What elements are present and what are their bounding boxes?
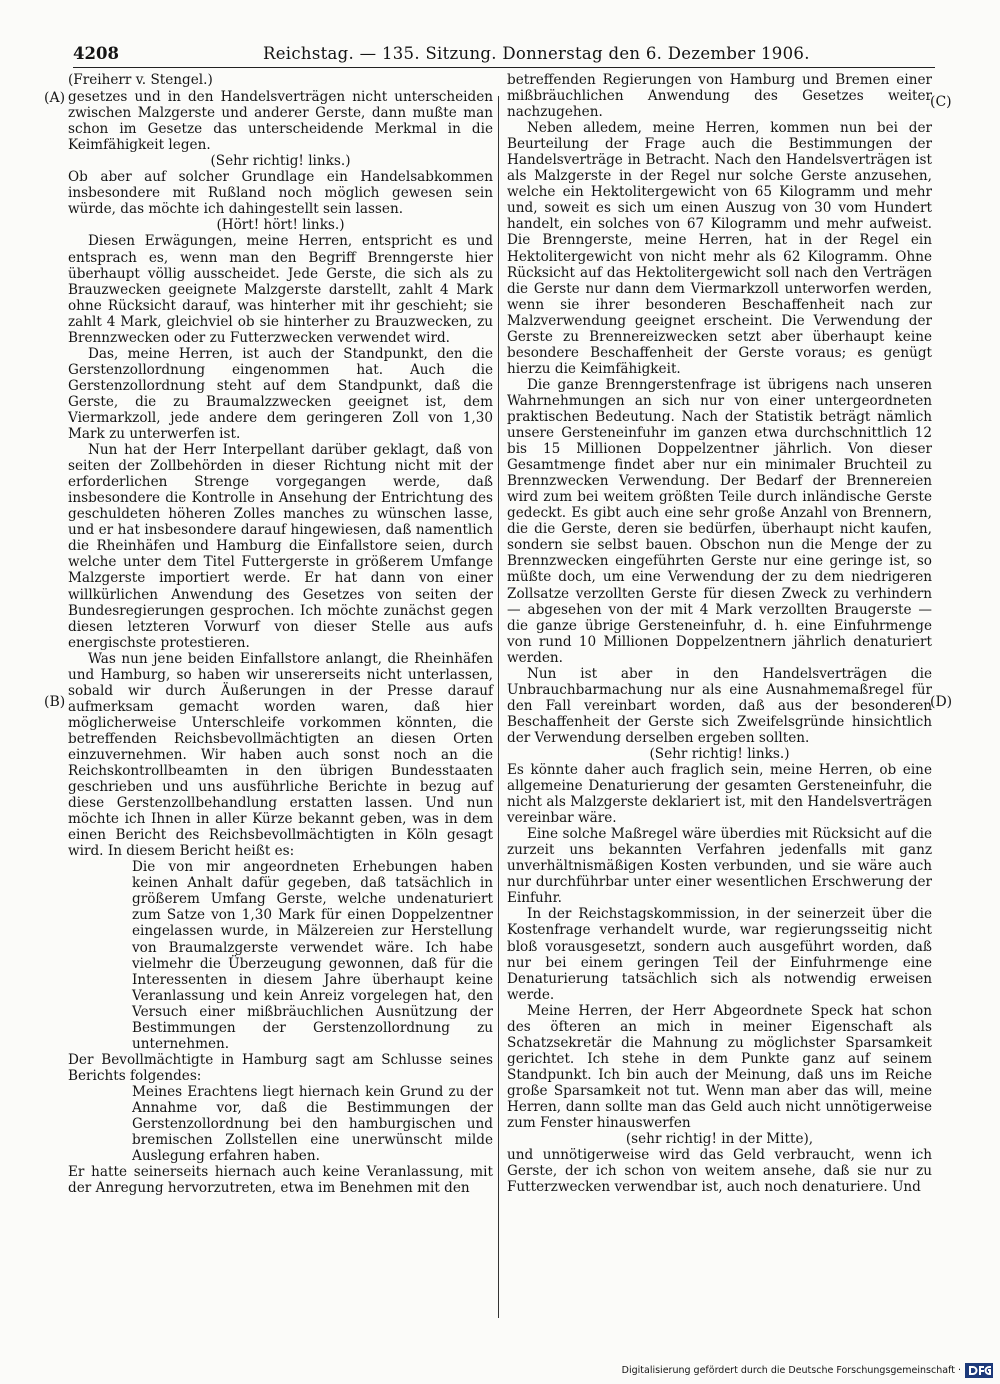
header-rule (73, 67, 935, 68)
paragraph: Es könnte daher auch fraglich sein, meine Herren, ob eine allgemeine Denaturierung der gesamten Gersteneinfuhr, die nicht als Malzgerste deklariert ist, mit den Handelsverträgen vereinbar wäre. (507, 762, 932, 827)
block-quote: Meines Erachtens liegt hiernach kein Grund zu der Annahme vor, daß die Bestimmungen der Gerstenzollordnung bei den hamburgischen und bremischen Zollstellen eine unerwünscht milde Auslegung erfahren haben. (132, 1083, 493, 1165)
page-number: 4208 (73, 44, 119, 63)
paragraph: Ob aber auf solcher Grundlage ein Handelsabkommen insbesondere mit Rußland noch möglich gewesen sein würde, das möchte ich dahingestellt sein lassen. (68, 169, 493, 218)
paragraph: Die ganze Brenngerstenfrage ist übrigens nach unseren Wahrnehmungen an sich nur von einer untergeordneten praktischen Bedeutung. Nach der Statistik beträgt nämlich unsere Gersteneinfuhr im ganzen etwa durchschnittlich 12 bis 15 Millionen Doppelzentner jährlich. Von dieser Gesamtmenge findet aber nur ein minimaler Bruchteil zu Brennzwecken Verwendung. Der Bedarf der Brennereien wird zum bei weitem größten Teile durch inländische Gerste gedeckt. Es gibt auch eine sehr große Anzahl von Brennern, die die Gerste, deren sie bedürfen, überhaupt nicht kaufen, sondern sie selbst bauen. Obschon nun die Menge der zu Brennzwecken eingeführten Gerste nur eine geringe ist, so müßte doch, um eine Verwendung der zu dem niedrigeren Zollsatze verzollten Gerste für diesen Zweck zu verhindern — abgesehen von der mit 4 Mark verzollten Braugerste — die ganze übrige Gersteneinfuhr, d. h. eine Einfuhrmenge von rund 10 Millionen Doppelzentnern jährlich denaturiert werden. (507, 376, 932, 666)
speaker-label: (Freiherr v. Stengel.) (68, 72, 213, 88)
paragraph: Das, meine Herren, ist auch der Standpunkt, den die Gerstenzollordnung eingenommen hat. Auch die Gerstenzollordnung steht auf dem Standpunkt, daß die Gerste, die zu Braumalzzwecken geeignet ist, dem Viermarkzoll, jede andere dem geringeren Zoll von 1,30 Mark zu unterwerfen ist. (68, 345, 493, 443)
digitization-footer (610, 1363, 995, 1381)
running-title: Reichstag. — 135. Sitzung. Donnerstag den 6. Dezember 1906. (263, 44, 810, 63)
paragraph: Nun ist aber in den Handelsverträgen die Unbrauchbarmachung nur als eine Ausnahmemaßregel für den Fall vereinbart worden, daß aus der besonderen Beschaffenheit der Gerste sich Zweifelsgründe hinsichtlich der Verwendung derselben ergeben sollten. (507, 665, 932, 746)
paragraph: Neben alledem, meine Herren, kommen nun bei der Beurteilung der Frage auch die Bestimmungen der Handelsverträge in Betracht. Nach den Handelsverträgen ist als Malzgerste in der Regel nur solche Gerste anzusehen, welche ein Hektolitergewicht von 65 Kilogramm und mehr und, soweit es sich um einen Auszug von 30 vom Hundert handelt, ein solches von 67 Kilogramm und mehr aufweist. Die Brenngerste, meine Herren, hat in der Regel ein Hektolitergewicht von nicht mehr als 62 Kilogramm. Ohne Rücksicht auf das Hektolitergewicht soll nach den Verträgen die Gerste nur dann dem Viermarkzoll unterworfen werden, wenn sie ihrer besonderen Beschaffenheit nach zur Malzverwendung geeignet erscheint. Die Verwendung der Gerste zu Brennereizwecken setzt aber überhaupt keine besondere Beschaffenheit der Gerste voraus; es genügt hierzu die Keimfähigkeit. (507, 120, 932, 377)
left-column (68, 72, 493, 1196)
margin-marker-a: (A) (44, 90, 66, 106)
paragraph: In der Reichstagskommission, in der seinerzeit über die Kostenfrage verhandelt wurde, war regierungsseitig nicht bloß vorausgesetzt, sondern auch ausgeführt worden, daß nur bei einem geringen Teil der Einfuhrmenge eine Denaturierung tatsächlich sich als notwendig erweisen werde. (507, 906, 932, 1003)
dfg-logo (965, 1363, 993, 1378)
paragraph: Er hatte seinerseits hiernach auch keine Veranlassung, mit der Anregung hervorzutreten, etwa im Benehmen mit den (68, 1164, 493, 1197)
interjection: (Sehr richtig! links.) (210, 153, 351, 170)
interjection: (Hört! hört! links.) (216, 217, 345, 234)
paragraph: Eine solche Maßregel wäre überdies mit Rücksicht auf die zurzeit uns bekannten Verfahren jedenfalls mit ganz unverhältnismäßigen Kosten verbunden, und sie wäre auch nur durchführbar unter einer wesentlichen Erschwerung der Einfuhr. (507, 826, 932, 907)
paragraph: betreffenden Regierungen von Hamburg und Bremen einer mißbräuchlichen Anwendung des Gesetzes weiter nachzugehen. (507, 72, 932, 121)
margin-marker-c: (C) (930, 94, 952, 110)
funding-note: Digitalisierung gefördert durch die Deutsche Forschungsgemeinschaft · (621, 1365, 961, 1376)
dfg-logo-graphic (965, 1363, 993, 1378)
margin-marker-b: (B) (44, 694, 66, 710)
column-divider (498, 96, 499, 1318)
paragraph: Der Bevollmächtigte in Hamburg sagt am Schlusse seines Berichts folgendes: (68, 1051, 493, 1084)
margin-marker-d: (D) (930, 694, 953, 710)
interjection: (sehr richtig! in der Mitte), (625, 1131, 814, 1148)
paragraph: Meine Herren, der Herr Abgeordnete Speck hat schon des öfteren an mich in meiner Eigenschaft als Schatzsekretär die Mahnung zu möglichster Sparsamkeit gerichtet. Ich stehe in dem Punkte ganz auf seinem Standpunkt. Ich bin auch der Meinung, daß uns im Reiche große Sparsamkeit not tut. Wenn man aber das will, meine Herren, dann sollte man das Geld auch nicht unnötigerweise zum Fenster hinauswerfen (507, 1002, 932, 1132)
block-quote: Die von mir angeordneten Erhebungen haben keinen Anhalt dafür gegeben, daß tatsächlich in größerem Umfang Gerste, welche undenaturiert zum Satze von 1,30 Mark für einen Doppelzentner eingelassen wurde, in Mälzereien zur Herstellung von Braumalzgerste verwendet wäre. Ich habe vielmehr die Überzeugung gewonnen, daß für die Interessenten in diesem Jahre überhaupt keine Veranlassung und kein Anreiz vorgelegen hat, den Versuch einer mißbräuchlichen Ausnützung der Bestimmungen der Gerstenzollordnung zu unternehmen. (132, 859, 493, 1052)
right-column (507, 72, 932, 1195)
page-header (73, 44, 935, 68)
paragraph: und unnötigerweise wird das Geld verbraucht, wenn ich Gerste, der ich schon von weitem ansehe, daß sie nur zu Futterzwecken verwendbar ist, auch noch denaturiere. Und (507, 1147, 932, 1196)
paragraph: Diesen Erwägungen, meine Herren, entspricht es und entsprach es, wenn man den Begriff Brenngerste hier überhaupt völlig ausscheidet. Jede Gerste, die sich als zu Brauzwecken geeignete Malzgerste darstellt, zahlt 4 Mark ohne Rücksicht darauf, was hinterher mit ihr geschieht; sie zahlt 4 Mark, gleichviel ob sie hinterher zu Brauzwecken, zu Brennzwecken oder zu Futterzwecken verwendet wird. (68, 233, 493, 346)
interjection: (Sehr richtig! links.) (649, 745, 790, 762)
paragraph: Was nun jene beiden Einfallstore anlangt, die Rheinhäfen und Hamburg, so haben wir unsererseits nicht unterlassen, sobald wir durch Äußerungen in der Presse darauf aufmerksam gemacht worden waren, daß hier möglicherweise Unterschleife vorkommen könnten, die betreffenden Reichsbevollmächtigten an diesen Orten einzuvernehmen. Wir haben auch sonst noch an die Reichskontrollbeamten in den übrigen Bundesstaaten geschrieben und uns ausführliche Berichte in bezug auf diese Gerstenzollbehandlung erstatten lassen. Und nun möchte ich Ihnen in aller Kürze bekannt geben, was in dem einen Bericht des Reichsbevollmächtigten in Köln gesagt wird. In diesem Bericht heißt es: (68, 650, 493, 860)
paragraph: Nun hat der Herr Interpellant darüber geklagt, daß von seiten der Zollbehörden in dieser Richtung nicht mit der erforderlichen Strenge vorgegangen werde, daß insbesondere die Kontrolle in Ansehung der Entrichtung des geschuldeten höheren Zolles manches zu wünschen lasse, und er hat insbesondere darauf hingewiesen, daß namentlich die Rheinhäfen und Hamburg die Einfallstore seien, durch welche unter dem Titel Futtergerste in größerem Umfange Malzgerste importiert werde. Er hat dann von einer willkürlichen Anwendung des Gesetzes von seiten der Bundesregierungen gesprochen. Ich möchte zunächst gegen diesen letzteren Vorwurf von dieser Stelle aus aufs energischste protestieren. (68, 442, 493, 651)
paragraph: gesetzes und in den Handelsverträgen nicht unterscheiden zwischen Malzgerste und anderer Gerste, dann mußte man schon im Gesetze das unterscheidende Merkmal in die Keimfähigkeit legen. (68, 89, 493, 154)
